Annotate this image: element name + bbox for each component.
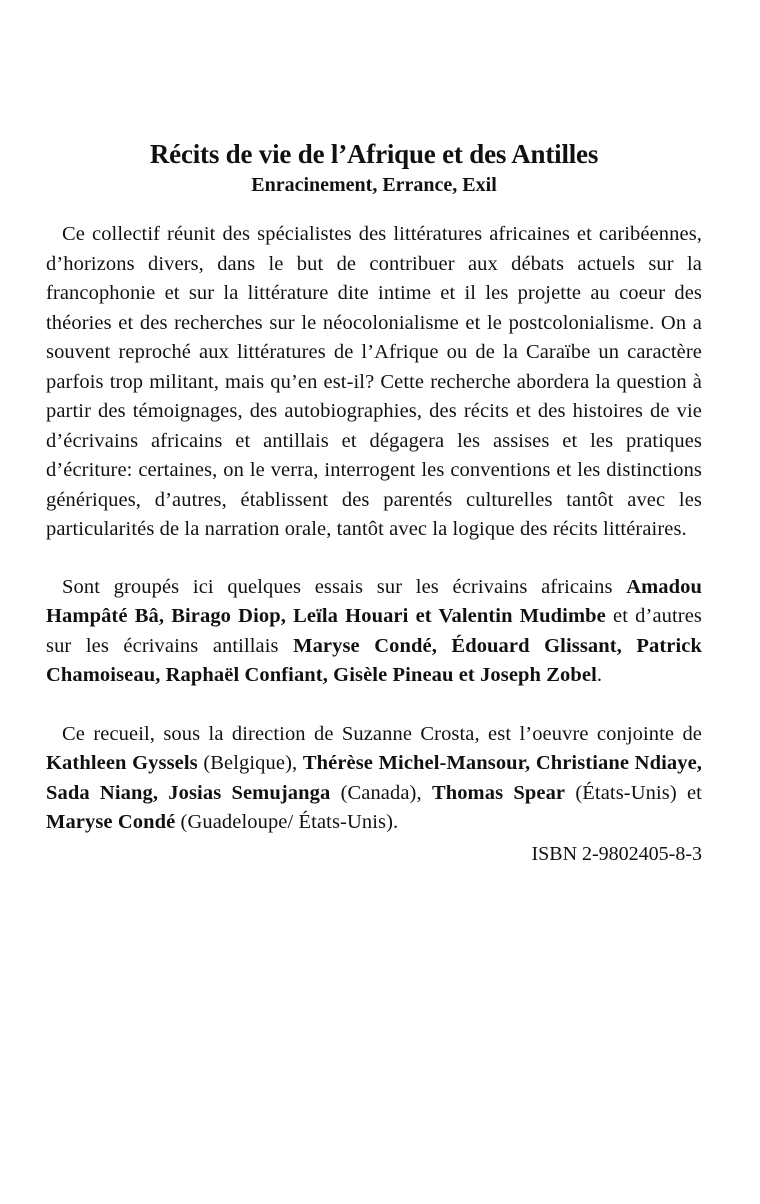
contributor-usa: Thomas Spear [431,781,566,804]
country-usa: (États-Unis) et [565,781,702,804]
contributors-belgium: Kathleen Gyssels [46,752,198,774]
contributor-guadeloupe: Maryse Condé [46,811,176,833]
book-title: Récits de vie de l’Afrique et des Antilles [149,139,599,169]
country-guadeloupe: (Guadeloupe/ États-Unis). [175,811,399,833]
essays-end-text: . [596,664,603,686]
antillean-writers-list: Maryse Condé, Édouard Glissant, Patrick Chamoiseau, Raphaël Confiant, Gisèle Pineau et Joseph Zobel [46,634,702,686]
isbn-number: ISBN 2-9802405-8-3 [531,842,702,865]
essays-paragraph [46,573,702,691]
essays-middle-text: et d’autres sur les écrivains antillais [46,605,702,657]
contributors-canada: Thérèse Michel-Mansour, Christiane Ndiaye, Sada Niang, Josias Semujanga [46,752,702,804]
african-writers-list: Amadou Hampâté Bâ, Birago Diop, Leïla Houari et Valentin Mudimbe [46,575,702,627]
contributors-paragraph [46,720,702,838]
back-cover-page [46,136,702,868]
essays-intro-text: Sont groupés ici quelques essais sur les écrivains africains [62,575,627,598]
country-canada: (Canada), [330,781,432,804]
book-subtitle: Enracinement, Errance, Exil [251,174,497,196]
country-belgium: (Belgique), [197,752,303,774]
description-paragraph: Ce collectif réunit des spécialistes des littératures africaines et caribéennes, d’horizons divers, dans le but de contribuer aux débats actuels sur la francophonie et sur la littérature dite intime et il les projette au coeur des théories et des recherches sur le néocolonialisme et le postcolonialisme. On a souvent reproché aux littératures de l’Afrique ou de la Caraïbe un caractère parfois trop militant, mais qu’en est-il? Cette recherche abordera la question à partir des témoignages, des autobiographies, des récits et des histoires de vie d’écrivains africains et antillais et dégagera les assises et les pratiques d’écriture: certaines, on le verra, interrogent les conventions et les distinctions génériques, d’autres, établissent des parentés culturelles tantôt avec les particularités de la narration orale, tantôt avec la logique des récits littéraires. [46,223,702,540]
contributors-intro-text: Ce recueil, sous la direction de Suzanne Crosta, est l’oeuvre conjointe de [62,722,702,745]
